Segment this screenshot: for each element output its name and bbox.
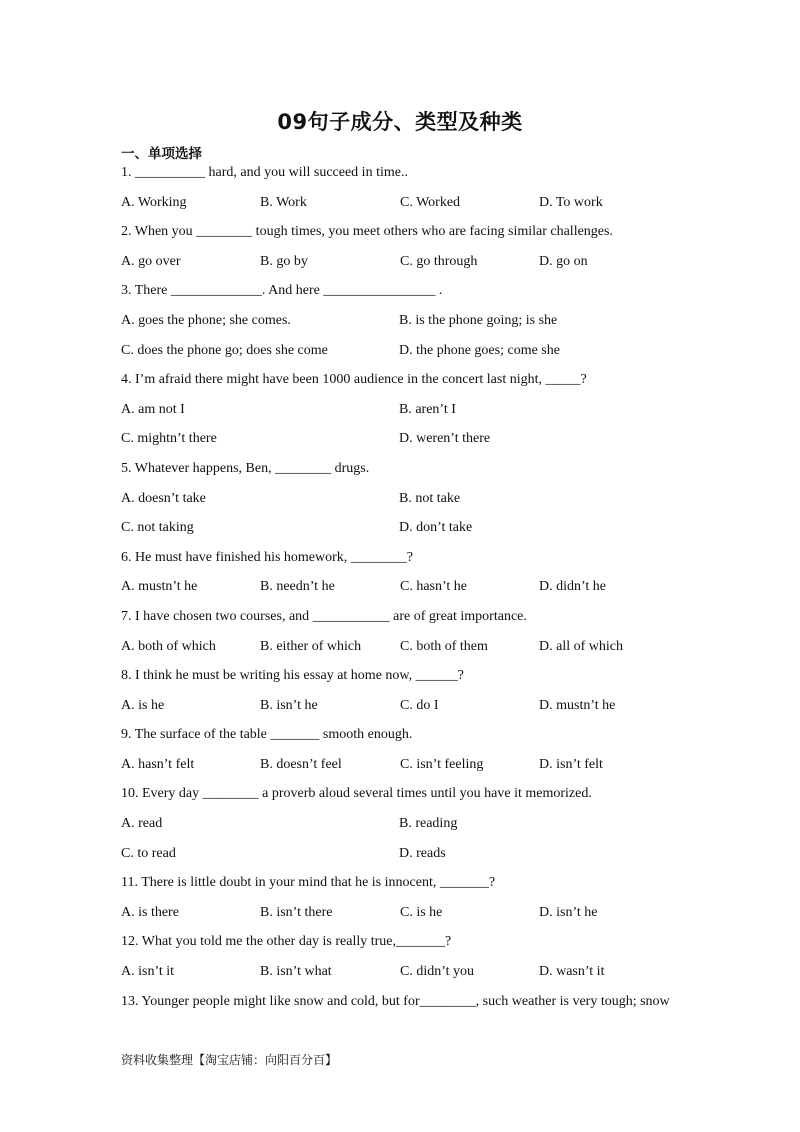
answer-option: B. isn’t what [260,964,332,980]
answer-option: D. don’t take [399,520,473,536]
answer-option: A. is he [121,697,165,713]
answer-option: C. does the phone go; does she come [121,342,328,358]
option-row [121,188,701,218]
option-row [121,424,701,454]
answer-option: C. isn’t feeling [400,756,484,772]
section-heading: 一、单项选择 [121,146,202,162]
answer-option: D. go on [539,253,588,269]
option-row [121,513,701,543]
answer-option: B. either of which [260,638,362,654]
question-stem: 9. The surface of the table _______ smooth enough. [121,727,413,743]
answer-option: C. do I [400,697,439,713]
question-stem: 4. I’m afraid there might have been 1000 audience in the concert last night, _____? [121,372,587,388]
option-row [121,750,701,780]
option-row [121,957,701,987]
option-row [121,898,701,928]
option-row [121,247,701,277]
option-row [121,306,701,336]
answer-option: D. To work [539,194,603,210]
option-row [121,336,701,366]
option-row [121,395,701,425]
answer-option: B. Work [260,194,307,210]
answer-option: A. goes the phone; she comes. [121,312,291,328]
answer-option: C. Worked [400,194,461,210]
answer-option: D. reads [399,845,446,861]
question-stem: 1. __________ hard, and you will succeed in time.. [121,165,408,180]
answer-option: A. is there [121,904,179,920]
option-row [121,809,701,839]
answer-option: C. go through [400,253,478,269]
answer-option: D. isn’t he [539,904,598,920]
question-stem: 12. What you told me the other day is really true,_______? [121,934,452,950]
answer-option: B. go by [260,253,308,269]
question-stem: 8. I think he must be writing his essay at home now, ______? [121,668,464,684]
question-stem: 11. There is little doubt in your mind that he is innocent, _______? [121,875,496,891]
answer-option: A. hasn’t felt [121,756,195,772]
option-row [121,484,701,514]
option-row [121,839,701,869]
question-stem: 2. When you ________ tough times, you meet others who are facing similar challenges. [121,224,613,240]
answer-option: D. isn’t felt [539,756,603,772]
answer-option: C. both of them [400,638,488,654]
answer-option: A. go over [121,253,181,269]
answer-option: A. both of which [121,638,216,654]
answer-option: C. is he [400,904,443,920]
answer-option: B. isn’t there [260,904,333,920]
answer-option: A. am not I [121,401,185,417]
answer-option: C. mightn’t there [121,431,217,447]
footer-note: 资料收集整理【淘宝店铺：向阳百分百】 [121,1053,338,1067]
answer-option: D. didn’t he [539,579,607,595]
question-stem: 6. He must have finished his homework, ________? [121,549,414,565]
answer-option: D. wasn’t it [539,964,605,980]
answer-option: C. didn’t you [400,964,475,980]
question-stem: 7. I have chosen two courses, and ___________ are of great importance. [121,608,527,624]
answer-option: B. isn’t he [260,697,318,713]
answer-option: B. aren’t I [399,401,456,417]
answer-option: C. hasn’t he [400,579,468,595]
answer-option: A. mustn’t he [121,579,198,595]
option-row [121,572,701,602]
answer-option: C. to read [121,845,176,861]
answer-option: A. read [121,816,163,832]
answer-option: B. doesn’t feel [260,756,342,772]
page-title: 09句子成分、类型及种类 [277,110,523,134]
answer-option: B. is the phone going; is she [399,312,558,328]
answer-option: D. the phone goes; come she [399,342,560,358]
question-list [121,158,701,1016]
answer-option: D. all of which [539,638,623,654]
answer-option: B. not take [399,490,461,506]
answer-option: B. reading [399,816,458,832]
answer-option: A. Working [121,194,187,210]
option-row [121,632,701,662]
question-stem: 10. Every day ________ a proverb aloud several times until you have it memorized. [121,786,592,802]
option-row [121,691,701,721]
question-stem: 3. There _____________. And here ________________ . [121,283,443,299]
answer-option: A. doesn’t take [121,490,206,506]
answer-option: A. isn’t it [121,964,175,980]
answer-option: B. needn’t he [260,579,335,595]
answer-option: C. not taking [121,520,194,536]
answer-option: D. weren’t there [399,431,491,447]
question-stem: 5. Whatever happens, Ben, ________ drugs. [121,460,370,476]
answer-option: D. mustn’t he [539,697,616,713]
question-stem: 13. Younger people might like snow and cold, but for________, such weather is very tough; snow [121,993,670,1009]
